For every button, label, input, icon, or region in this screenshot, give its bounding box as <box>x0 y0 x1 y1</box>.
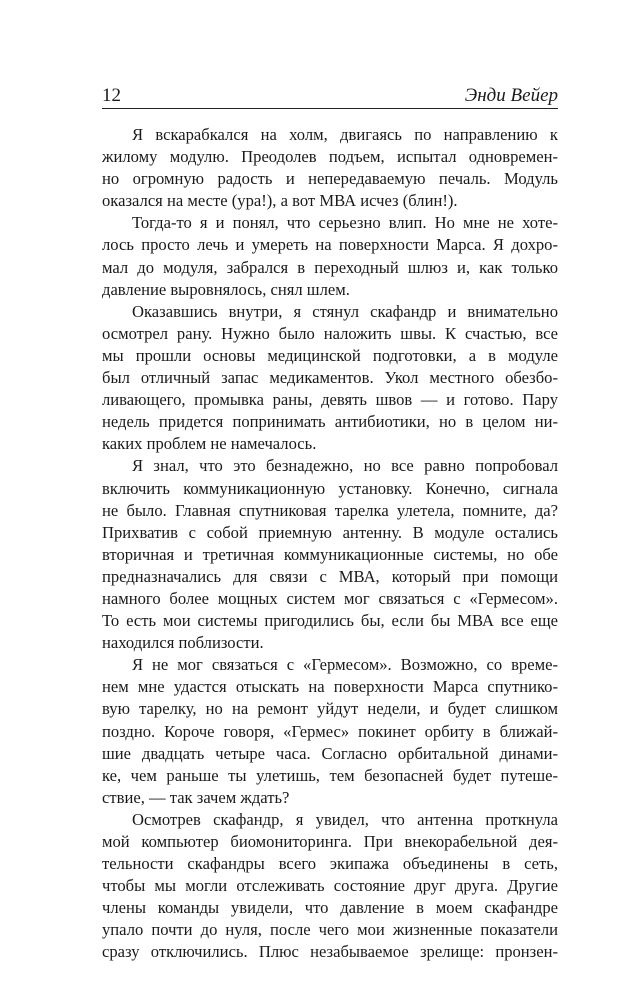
text-line: чтобы мы могли отслеживать состояние друг друга. Другие <box>102 876 558 896</box>
page-number: 12 <box>102 85 121 106</box>
text-line: вторичная и третичная коммуникационные системы, но обе <box>102 544 558 564</box>
text-line: ливающего, промывка раны, девять швов — и готово. Пару <box>102 390 558 410</box>
header-rule <box>102 108 558 109</box>
text-line: жилому модулю. Преодолев подъем, испытал одновремен- <box>102 147 558 167</box>
text-line: Я не мог связаться с «Гермесом». Возможно, со време- <box>132 655 558 675</box>
running-title: Энди Вейер <box>464 85 558 106</box>
text-line: предназначались для связи с МВА, который при помощи <box>102 566 558 586</box>
body-text <box>102 124 558 964</box>
text-line: ствие, — так зачем ждать? <box>102 787 290 807</box>
text-line: Осмотрев скафандр, я увидел, что антенна проткнула <box>132 809 558 829</box>
paragraph <box>102 809 558 964</box>
text-line: нем мне удастся отыскать на поверхности Марса спутнико- <box>102 677 558 697</box>
text-line: но огромную радость и непередаваемую печаль. Модуль <box>102 169 558 189</box>
text-line: недель придется попринимать антибиотики, но в целом ни- <box>102 412 558 432</box>
text-line: мал до модуля, забрался в переходный шлюз и, как только <box>102 257 558 277</box>
text-line: находился поблизости. <box>102 633 264 653</box>
text-line: включить коммуникационную установку. Конечно, сигнала <box>102 478 558 498</box>
paragraph <box>102 654 558 809</box>
text-line: мы прошли основы медицинской подготовки, а в модуле <box>102 345 558 365</box>
text-line: оказался на месте (ура!), а вот МВА исчез (блин!). <box>102 191 458 211</box>
paragraph <box>102 455 558 654</box>
text-line: вую тарелку, но на ремонт уйдут недели, и будет слишком <box>102 699 558 719</box>
text-line: упало почти до нуля, после чего мои жизненные показатели <box>102 920 558 940</box>
text-line: осмотрел рану. Нужно было наложить швы. К счастью, все <box>102 323 558 343</box>
text-line: Я знал, что это безнадежно, но все равно попробовал <box>132 456 558 476</box>
text-line: каких проблем не намечалось. <box>102 434 317 454</box>
text-line: То есть мои системы пригодились бы, если бы МВА все еще <box>102 611 558 631</box>
paragraph <box>102 301 558 456</box>
text-line: давление выровнялось, снял шлем. <box>102 279 350 299</box>
text-line: не было. Главная спутниковая тарелка улетела, помните, да? <box>102 500 558 520</box>
text-line: поздно. Короче говоря, «Гермес» покинет орбиту в ближай- <box>102 721 558 741</box>
text-line: тельности скафандры всего экипажа объединены в сеть, <box>102 854 558 874</box>
text-line: Я вскарабкался на холм, двигаясь по направлению к <box>132 125 558 144</box>
text-line: мой компьютер биомониторинга. При внекорабельной дея- <box>102 832 558 851</box>
text-line: члены команды увидели, что давление в моем скафандре <box>102 898 558 918</box>
text-line: шие двадцать четыре часа. Согласно орбитальной динами- <box>102 743 558 763</box>
paragraph <box>102 124 558 212</box>
text-line: сразу отключились. Плюс незабываемое зрелище: пронзен- <box>102 942 558 962</box>
text-line: Оказавшись внутри, я стянул скафандр и внимательно <box>132 301 558 321</box>
text-line: ке, чем раньше ты улетишь, тем безопасней будет путеше- <box>102 765 558 785</box>
paragraph <box>102 212 558 300</box>
text-line: лось просто лечь и умереть на поверхности Марса. Я дохро- <box>102 235 558 255</box>
text-line: Прихватив с собой приемную антенну. В модуле остались <box>102 522 558 542</box>
running-head <box>102 82 558 108</box>
text-line: намного более мощных систем мог связаться с «Гермесом». <box>102 588 558 608</box>
text-line: был отличный запас медикаментов. Укол местного обезбо- <box>102 368 558 388</box>
text-line: Тогда-то я и понял, что серьезно влип. Но мне не хоте- <box>132 213 558 233</box>
